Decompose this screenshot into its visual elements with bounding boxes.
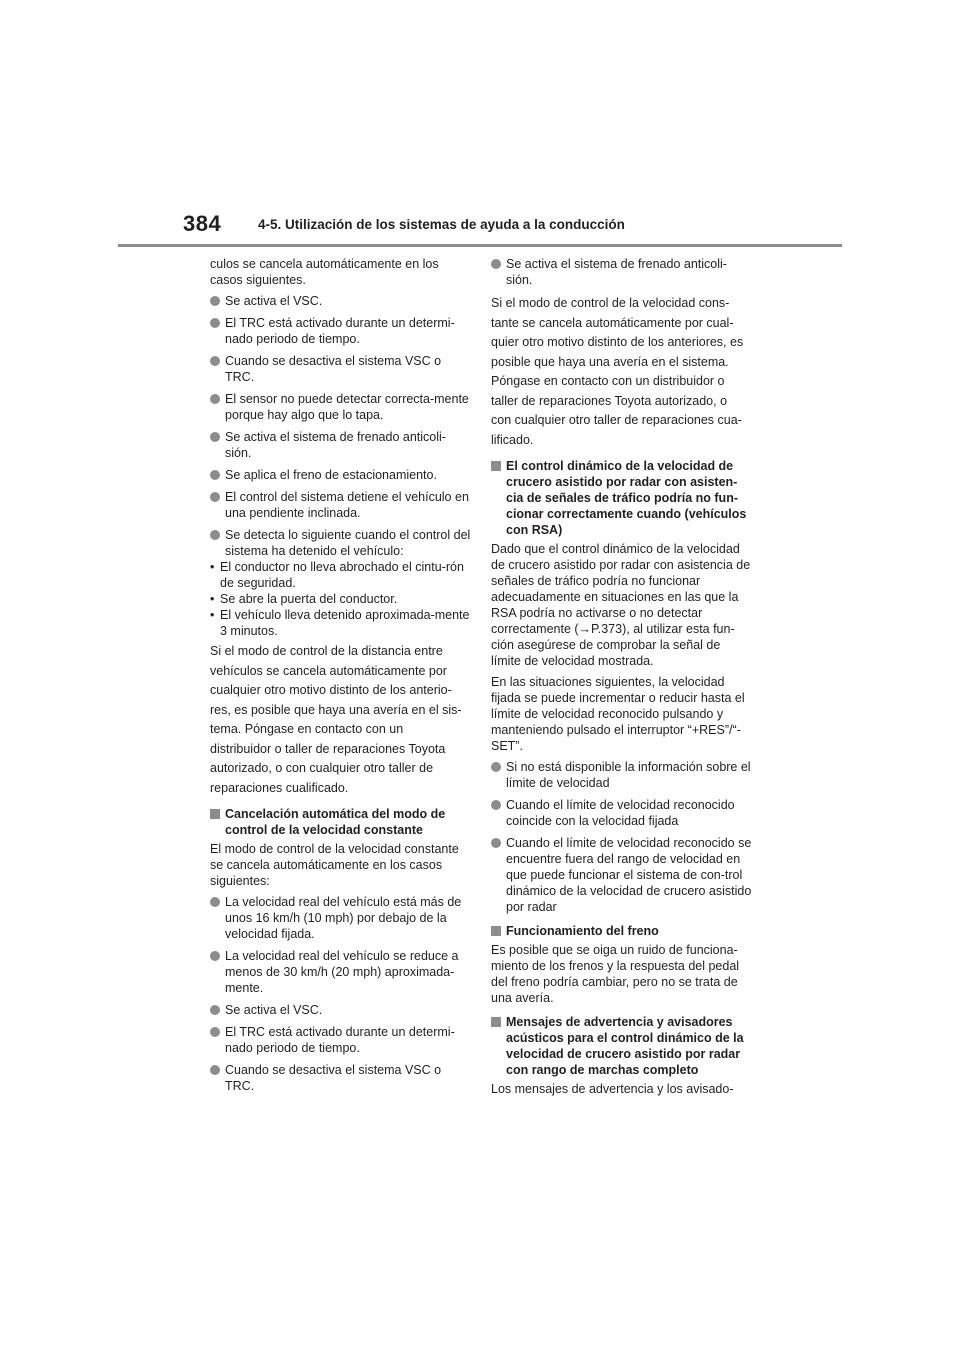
paragraph: Es posible que se oiga un ruido de funciona-miento de los frenos y la respuesta del pedal del freno podría cambiar, pero no se trata de una avería.	[491, 943, 740, 1005]
bullet-dot-icon	[210, 492, 220, 502]
bullet-dot-icon	[210, 470, 220, 480]
bullet-dot-icon	[210, 432, 220, 442]
paragraph: Los mensajes de advertencia y los avisado-	[491, 1082, 734, 1096]
bullet-item: Se detecta lo siguiente cuando el control del sistema ha detenido el vehículo:	[210, 527, 472, 559]
heading-square-icon	[491, 926, 501, 936]
right-column	[491, 256, 753, 1102]
bullet-item: El TRC está activado durante un determi-nado periodo de tiempo.	[210, 1024, 472, 1056]
bullet-dot-icon	[491, 800, 501, 810]
paragraph: En las situaciones siguientes, la velocidad fijada se puede incrementar o reducir hasta el límite de velocidad reconocido pulsando y manteniendo pulsado el interruptor “+RES”/“-SET”.	[491, 675, 745, 753]
bullet-dot-icon	[210, 394, 220, 404]
bullet-dot-icon	[491, 838, 501, 848]
sub-list-item: • Se abre la puerta del conductor.	[210, 592, 398, 606]
bullet-item: Si no está disponible la información sobre el límite de velocidad	[491, 759, 753, 791]
distance-control-paragraph: Si el modo de control de la distancia entre vehículos se cancela automáticamente por cualquier otro motivo distinto de los anterio- res, es posible que haya una avería en el sis- tema. Póngase en contacto con un distribuidor o taller de reparaciones Toyota autorizado, o con cualquier otro taller de reparaciones cualificado.	[210, 644, 462, 795]
bullet-item: Se aplica el freno de estacionamiento.	[210, 467, 472, 483]
bullet-dot-icon	[491, 259, 501, 269]
bullet-dot-icon	[210, 296, 220, 306]
page-number: 384	[183, 211, 222, 236]
bullet-dot-icon	[210, 318, 220, 328]
bullet-item: Cuando se desactiva el sistema VSC o TRC.	[210, 1062, 472, 1094]
paragraph: Dado que el control dinámico de la velocidad de crucero asistido por radar con asistencia de señales de tráfico podría no funcionar adecuadamente en situaciones en las que la RSA podría no activarse o no detectar correctamente (→P.373), al utilizar esta fun-ción asegúrese de comprobar la señal de límite de velocidad mostrada.	[491, 542, 751, 668]
sub-bullet-icon: •	[210, 608, 215, 622]
bullet-item: El TRC está activado durante un determi-nado periodo de tiempo.	[210, 315, 472, 347]
sub-bullet-icon: •	[210, 592, 215, 606]
bullet-item: Se activa el VSC.	[210, 1002, 472, 1018]
sub-list-item: • El vehículo lleva detenido aproximada-mente 3 minutos.	[210, 608, 470, 638]
bullet-item: La velocidad real del vehículo está más de unos 16 km/h (10 mph) por debajo de la velocidad fijada.	[210, 894, 472, 942]
bullet-item: El control del sistema detiene el vehículo en una pendiente inclinada.	[210, 489, 472, 521]
bullet-dot-icon	[491, 762, 501, 772]
heading-square-icon	[210, 809, 220, 819]
bullet-item: El sensor no puede detectar correcta-mente porque hay algo que lo tapa.	[210, 391, 472, 423]
bullet-dot-icon	[210, 951, 220, 961]
header-divider	[118, 244, 842, 247]
paragraph: El modo de control de la velocidad constante se cancela automáticamente en los casos siguientes:	[210, 842, 459, 888]
bullet-item: Se activa el VSC.	[210, 293, 472, 309]
section-heading: El control dinámico de la velocidad de crucero asistido por radar con asisten-cia de señales de tráfico podría no fun-cionar correctamente cuando (vehículos con RSA)	[491, 458, 753, 538]
bullet-dot-icon	[210, 897, 220, 907]
bullet-item: Se activa el sistema de frenado anticoli-sión.	[491, 256, 753, 288]
bullet-dot-icon	[210, 356, 220, 366]
bullet-item: Se activa el sistema de frenado anticoli-sión.	[210, 429, 472, 461]
section-heading: Funcionamiento del freno	[491, 923, 753, 939]
bullet-item: Cuando el límite de velocidad reconocido se encuentre fuera del rango de velocidad en que puede funcionar el sistema de con-trol dinámico de la velocidad de crucero asistido por radar	[491, 835, 753, 915]
sub-list-item: • El conductor no lleva abrochado el cintu-rón de seguridad.	[210, 560, 464, 590]
heading-square-icon	[491, 1017, 501, 1027]
bullet-item: Cuando se desactiva el sistema VSC o TRC.	[210, 353, 472, 385]
bullet-item: La velocidad real del vehículo se reduce a menos de 30 km/h (20 mph) aproximada-mente.	[210, 948, 472, 996]
left-column	[210, 256, 472, 1100]
sub-bullet-icon: •	[210, 560, 215, 574]
heading-square-icon	[491, 461, 501, 471]
intro-paragraph: culos se cancela automáticamente en los casos siguientes.	[210, 257, 439, 287]
bullet-item: Cuando el límite de velocidad reconocido coincide con la velocidad fijada	[491, 797, 753, 829]
bullet-dot-icon	[210, 1027, 220, 1037]
bullet-dot-icon	[210, 1065, 220, 1075]
constant-speed-paragraph: Si el modo de control de la velocidad cons- tante se cancela automáticamente por cual- quier otro motivo distinto de los anteriores, es posible que haya una avería en el sistema. Póngase en contacto con un distribuidor o taller de reparaciones Toyota autorizado, o con cualquier otro taller de reparaciones cua- lificado.	[491, 296, 744, 447]
bullet-dot-icon	[210, 1005, 220, 1015]
section-title: 4-5. Utilización de los sistemas de ayuda a la conducción	[258, 217, 625, 232]
section-heading: Cancelación automática del modo de control de la velocidad constante	[210, 806, 472, 838]
section-heading: Mensajes de advertencia y avisadores acústicos para el control dinámico de la velocidad de crucero asistido por radar con rango de marchas completo	[491, 1014, 753, 1078]
bullet-dot-icon	[210, 530, 220, 540]
